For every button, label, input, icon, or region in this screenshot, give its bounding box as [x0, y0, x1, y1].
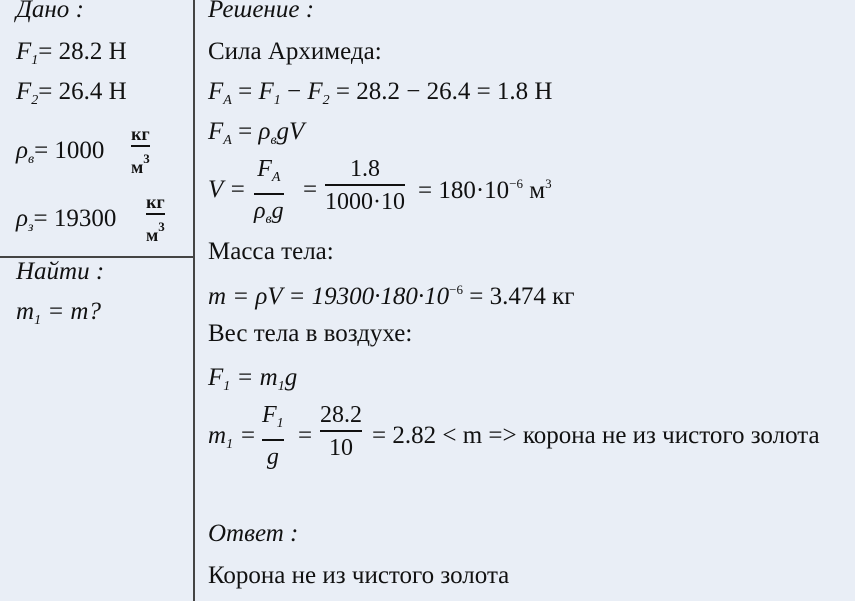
- eq3-exp: −6: [509, 176, 524, 191]
- eq6-frac2-den: 10: [329, 434, 353, 461]
- eq3-frac1-den-sub: в: [265, 211, 272, 227]
- fraction-bar: [146, 213, 165, 215]
- eq3-fraction-numeric: [325, 156, 405, 215]
- f2-var: F: [16, 78, 32, 105]
- eq1-minus: −: [280, 78, 308, 105]
- eq3-result: [418, 176, 552, 205]
- fraction-bar: [131, 145, 150, 147]
- f2-sub: 2: [31, 93, 39, 108]
- given-f1: [16, 38, 127, 69]
- find-header-text: Найти: [16, 258, 90, 285]
- eq6-fraction-numeric: [320, 402, 362, 461]
- rho-gold-var: ρ: [16, 205, 28, 232]
- rho-gold-unit-den: [146, 217, 165, 245]
- eq5-eq: = m: [230, 364, 278, 391]
- archimedes-label: Сила Архимеда:: [208, 38, 382, 65]
- rho-gold-sub: з: [28, 220, 34, 235]
- eq1-a: F: [258, 78, 274, 105]
- mass-label: Масса тела:: [208, 238, 334, 265]
- answer-header: [208, 520, 298, 548]
- eq6-lhs-var: m: [208, 422, 227, 449]
- rho-water-value: = 1000: [34, 137, 105, 164]
- eq6-lhs: [208, 422, 256, 453]
- rho-water-var: ρ: [16, 137, 28, 164]
- rho-water-sub: в: [28, 152, 35, 167]
- find-var: m: [16, 298, 35, 325]
- eq3-unit: м: [523, 177, 546, 204]
- eq3-frac1-num-sub: A: [271, 170, 281, 185]
- eq2-rest: gV: [276, 118, 305, 145]
- find-sub: 1: [34, 313, 42, 328]
- find-expression: [16, 298, 101, 329]
- equation-weight: [208, 364, 297, 395]
- f1-value: = 28.2 Н: [38, 38, 127, 65]
- eq3-frac1-num-var: F: [257, 156, 272, 182]
- vertical-divider: [193, 0, 195, 601]
- eq5-rest: g: [284, 364, 298, 391]
- eq6-frac2-num: 28.2: [320, 402, 362, 428]
- solution-header-text: Решение: [208, 0, 300, 23]
- eq2-lhs: F: [208, 118, 224, 145]
- eq5-lhs-sub: 1: [223, 379, 231, 394]
- eq6-equals: =: [298, 422, 313, 449]
- rho-gold-value: = 19300: [33, 205, 117, 232]
- f2-value: = 26.4 Н: [38, 78, 127, 105]
- eq4-rest: = 3.474 кг: [462, 283, 575, 310]
- eq3-frac1-den-rest: g: [271, 197, 284, 224]
- fraction-bar: [325, 184, 405, 186]
- rho-water-unit-den: [131, 149, 150, 177]
- fraction-bar: [262, 439, 284, 441]
- solution-header-colon: :: [305, 0, 315, 23]
- eq6-frac1-num-var: F: [262, 402, 277, 428]
- rho-gold-unit-exp: 3: [158, 218, 165, 234]
- eq6-frac1-den: g: [266, 443, 279, 470]
- rho-gold-unit: [146, 192, 165, 245]
- find-rest: = m?: [41, 298, 101, 325]
- rho-water-unit: [131, 124, 150, 177]
- answer-text: Корона не из чистого золота: [208, 562, 510, 589]
- rho-water-unit-num: кг: [131, 124, 150, 144]
- weight-label: Вес тела в воздухе:: [208, 320, 413, 347]
- eq5-sub: 1: [277, 379, 285, 394]
- eq1-lhs-sub: A: [223, 93, 232, 108]
- rho-water-unit-exp: 3: [143, 150, 150, 166]
- equation-buoyant-force: [208, 78, 552, 109]
- f1-var: F: [16, 38, 32, 65]
- eq3-unit-exp: 3: [545, 176, 552, 191]
- eq6-result: = 2.82 < m => корона не из чистого золота: [372, 422, 820, 449]
- given-header-colon: :: [75, 0, 84, 23]
- eq4-text: m = ρV = 19300·180·10: [208, 283, 450, 310]
- eq6-frac1-num-sub: 1: [276, 416, 284, 431]
- eq2-rho-sub: в: [270, 133, 277, 148]
- given-rho-gold: [16, 205, 116, 236]
- eq3-lhs: V =: [208, 176, 246, 203]
- eq3-equals: =: [303, 176, 318, 203]
- eq3-frac1-den: [254, 198, 284, 233]
- fraction-bar: [254, 193, 284, 195]
- eq1-b: F: [307, 78, 323, 105]
- eq1-b-sub: 2: [322, 93, 330, 108]
- given-header: [16, 0, 84, 24]
- eq3-frac1-den-rho: ρ: [254, 197, 266, 224]
- find-header-colon: :: [95, 258, 105, 285]
- rho-gold-unit-num: кг: [146, 192, 165, 212]
- eq2-eq: =: [231, 118, 259, 145]
- given-f2: [16, 78, 127, 109]
- find-header: [16, 258, 104, 286]
- eq1-a-sub: 1: [273, 93, 281, 108]
- eq3-frac2-num: 1.8: [350, 156, 380, 182]
- eq6-frac1-num: [262, 402, 284, 437]
- solution-header: [208, 0, 314, 24]
- eq5-lhs: F: [208, 364, 224, 391]
- eq3-rest: = 180·10: [418, 177, 510, 204]
- eq3-frac2-den: 1000·10: [325, 188, 405, 215]
- answer-header-text: Ответ: [208, 520, 284, 547]
- eq1-eq: =: [231, 78, 259, 105]
- answer-header-colon: :: [290, 520, 299, 547]
- rho-water-unit-den-base: м: [131, 156, 144, 177]
- given-rho-water: [16, 137, 104, 168]
- eq6-fraction-force-g: [262, 402, 284, 470]
- eq1-lhs: F: [208, 78, 224, 105]
- eq3-fraction-force-density: [254, 156, 284, 233]
- eq6-eq: =: [233, 422, 257, 449]
- eq1-rest: = 28.2 − 26.4 = 1.8 Н: [329, 78, 553, 105]
- eq2-lhs-sub: A: [223, 133, 232, 148]
- eq2-rho: ρ: [258, 118, 271, 145]
- fraction-bar: [320, 430, 362, 432]
- equation-buoyant-formula: [208, 118, 304, 149]
- f1-sub: 1: [31, 53, 39, 68]
- eq6-lhs-sub: 1: [226, 437, 234, 452]
- eq3-frac1-num: [257, 156, 280, 191]
- given-header-text: Дано: [16, 0, 70, 23]
- rho-gold-unit-den-base: м: [146, 224, 159, 245]
- eq4-exp: −6: [449, 282, 463, 297]
- equation-mass: [208, 282, 574, 311]
